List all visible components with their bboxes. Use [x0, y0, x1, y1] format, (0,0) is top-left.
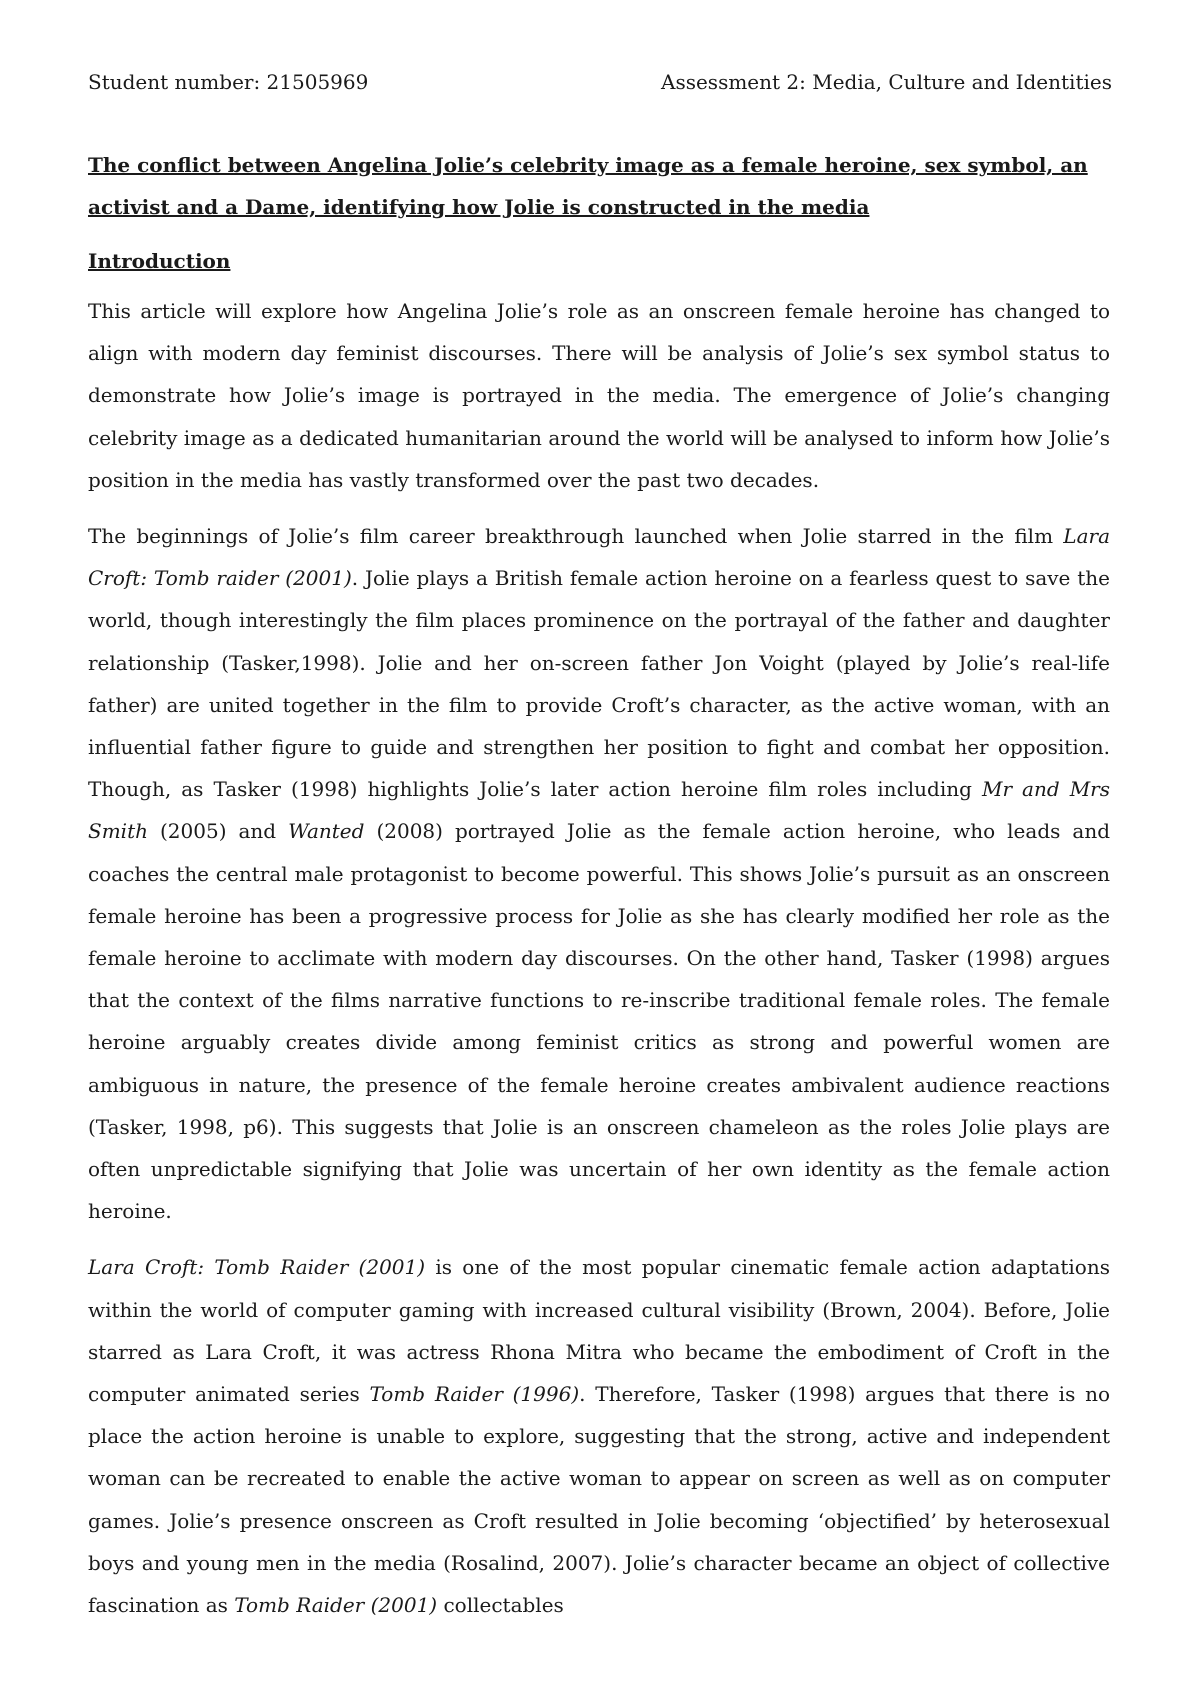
paragraph-3: [88, 1246, 1110, 1626]
paragraph-2-text: . Jolie plays a British female action heroine on a fearless quest to save the world, though interestingly the film places prominence on the portrayal of the father and daughter relationship (Tasker,1998). Jolie and her on-screen father Jon Voight (played by Jolie’s real-life father) are united together in the film to provide Croft’s character, as the active woman, with an influential father figure to guide and strengthen her position to fight and combat her opposition. Though, as Tasker (1998) highlights Jolie’s later action heroine film roles including: [88, 566, 1110, 802]
section-heading-introduction: Introduction: [88, 249, 231, 273]
page-header: [88, 70, 1112, 100]
paragraph-2-text: (2005) and: [147, 819, 289, 844]
student-number: Student number: 21505969: [88, 70, 369, 94]
paragraph-3-text: collectables: [437, 1593, 564, 1618]
essay-title: The conflict between Angelina Jolie’s celebrity image as a female heroine, sex symbol, an activist and a Dame, identifying how Jolie is constructed in the media: [88, 153, 1088, 219]
paragraph-3-text: . Therefore, Tasker (1998) argues that there is no place the action heroine is unable to explore, suggesting that the strong, active and independent woman can be recreated to enable the active woman to appear on screen as well as on computer games. Jolie’s presence onscreen as Croft resulted in Jolie becoming ‘objectified’ by heterosexual boys and young men in the media (Rosalind, 2007). Jolie’s character became an object of collective fascination as: [88, 1382, 1110, 1618]
film-title-mr-and-mrs-smith: Mr and Mrs Smith: [88, 777, 1110, 844]
assessment-title: Assessment 2: Media, Culture and Identities: [661, 70, 1112, 94]
paragraph-1: This article will explore how Angelina Jolie’s role as an onscreen female heroine has changed to align with modern day feminist discourses. There will be analysis of Jolie’s sex symbol status to demonstrate how Jolie’s image is portrayed in the media. The emergence of Jolie’s changing celebrity image as a dedicated humanitarian around the world will be analysed to inform how Jolie’s position in the media has vastly transformed over the past two decades.: [88, 299, 1110, 492]
film-title-lara-croft: Lara Croft: Tomb Raider (2001): [88, 1255, 426, 1280]
paragraph-3-text: is one of the most popular cinematic female action adaptations within the world of computer gaming with increased cultural visibility (Brown, 2004). Before, Jolie starred as Lara Croft, it was actress Rhona Mitra who became the embodiment of Croft in the computer animated series: [88, 1255, 1110, 1407]
series-title-tomb-raider-1996: Tomb Raider (1996): [369, 1382, 580, 1407]
film-title-wanted: Wanted: [288, 819, 365, 844]
paragraph-2: [88, 515, 1110, 1232]
paragraph-2-text: The beginnings of Jolie’s film career breakthrough launched when Jolie starred in the film: [88, 524, 1064, 549]
film-title-tomb-raider-2001: Tomb Raider (2001): [234, 1593, 438, 1618]
paragraph-2-text: (2008) portrayed Jolie as the female action heroine, who leads and coaches the central male protagonist to become powerful. This shows Jolie’s pursuit as an onscreen female heroine has been a progressive process for Jolie as she has clearly modified her role as the female heroine to acclimate with modern day discourses. On the other hand, Tasker (1998) argues that the context of the films narrative functions to re-inscribe traditional female roles. The female heroine arguably creates divide among feminist critics as strong and powerful women are ambiguous in nature, the presence of the female heroine creates ambivalent audience reactions (Tasker, 1998, p6). This suggests that Jolie is an onscreen chameleon as the roles Jolie plays are often unpredictable signifying that Jolie was uncertain of her own identity as the female action heroine.: [88, 819, 1110, 1224]
film-title-lara-croft: Lara Croft: Tomb raider (2001): [88, 524, 1110, 591]
document-body: [88, 144, 1110, 1640]
